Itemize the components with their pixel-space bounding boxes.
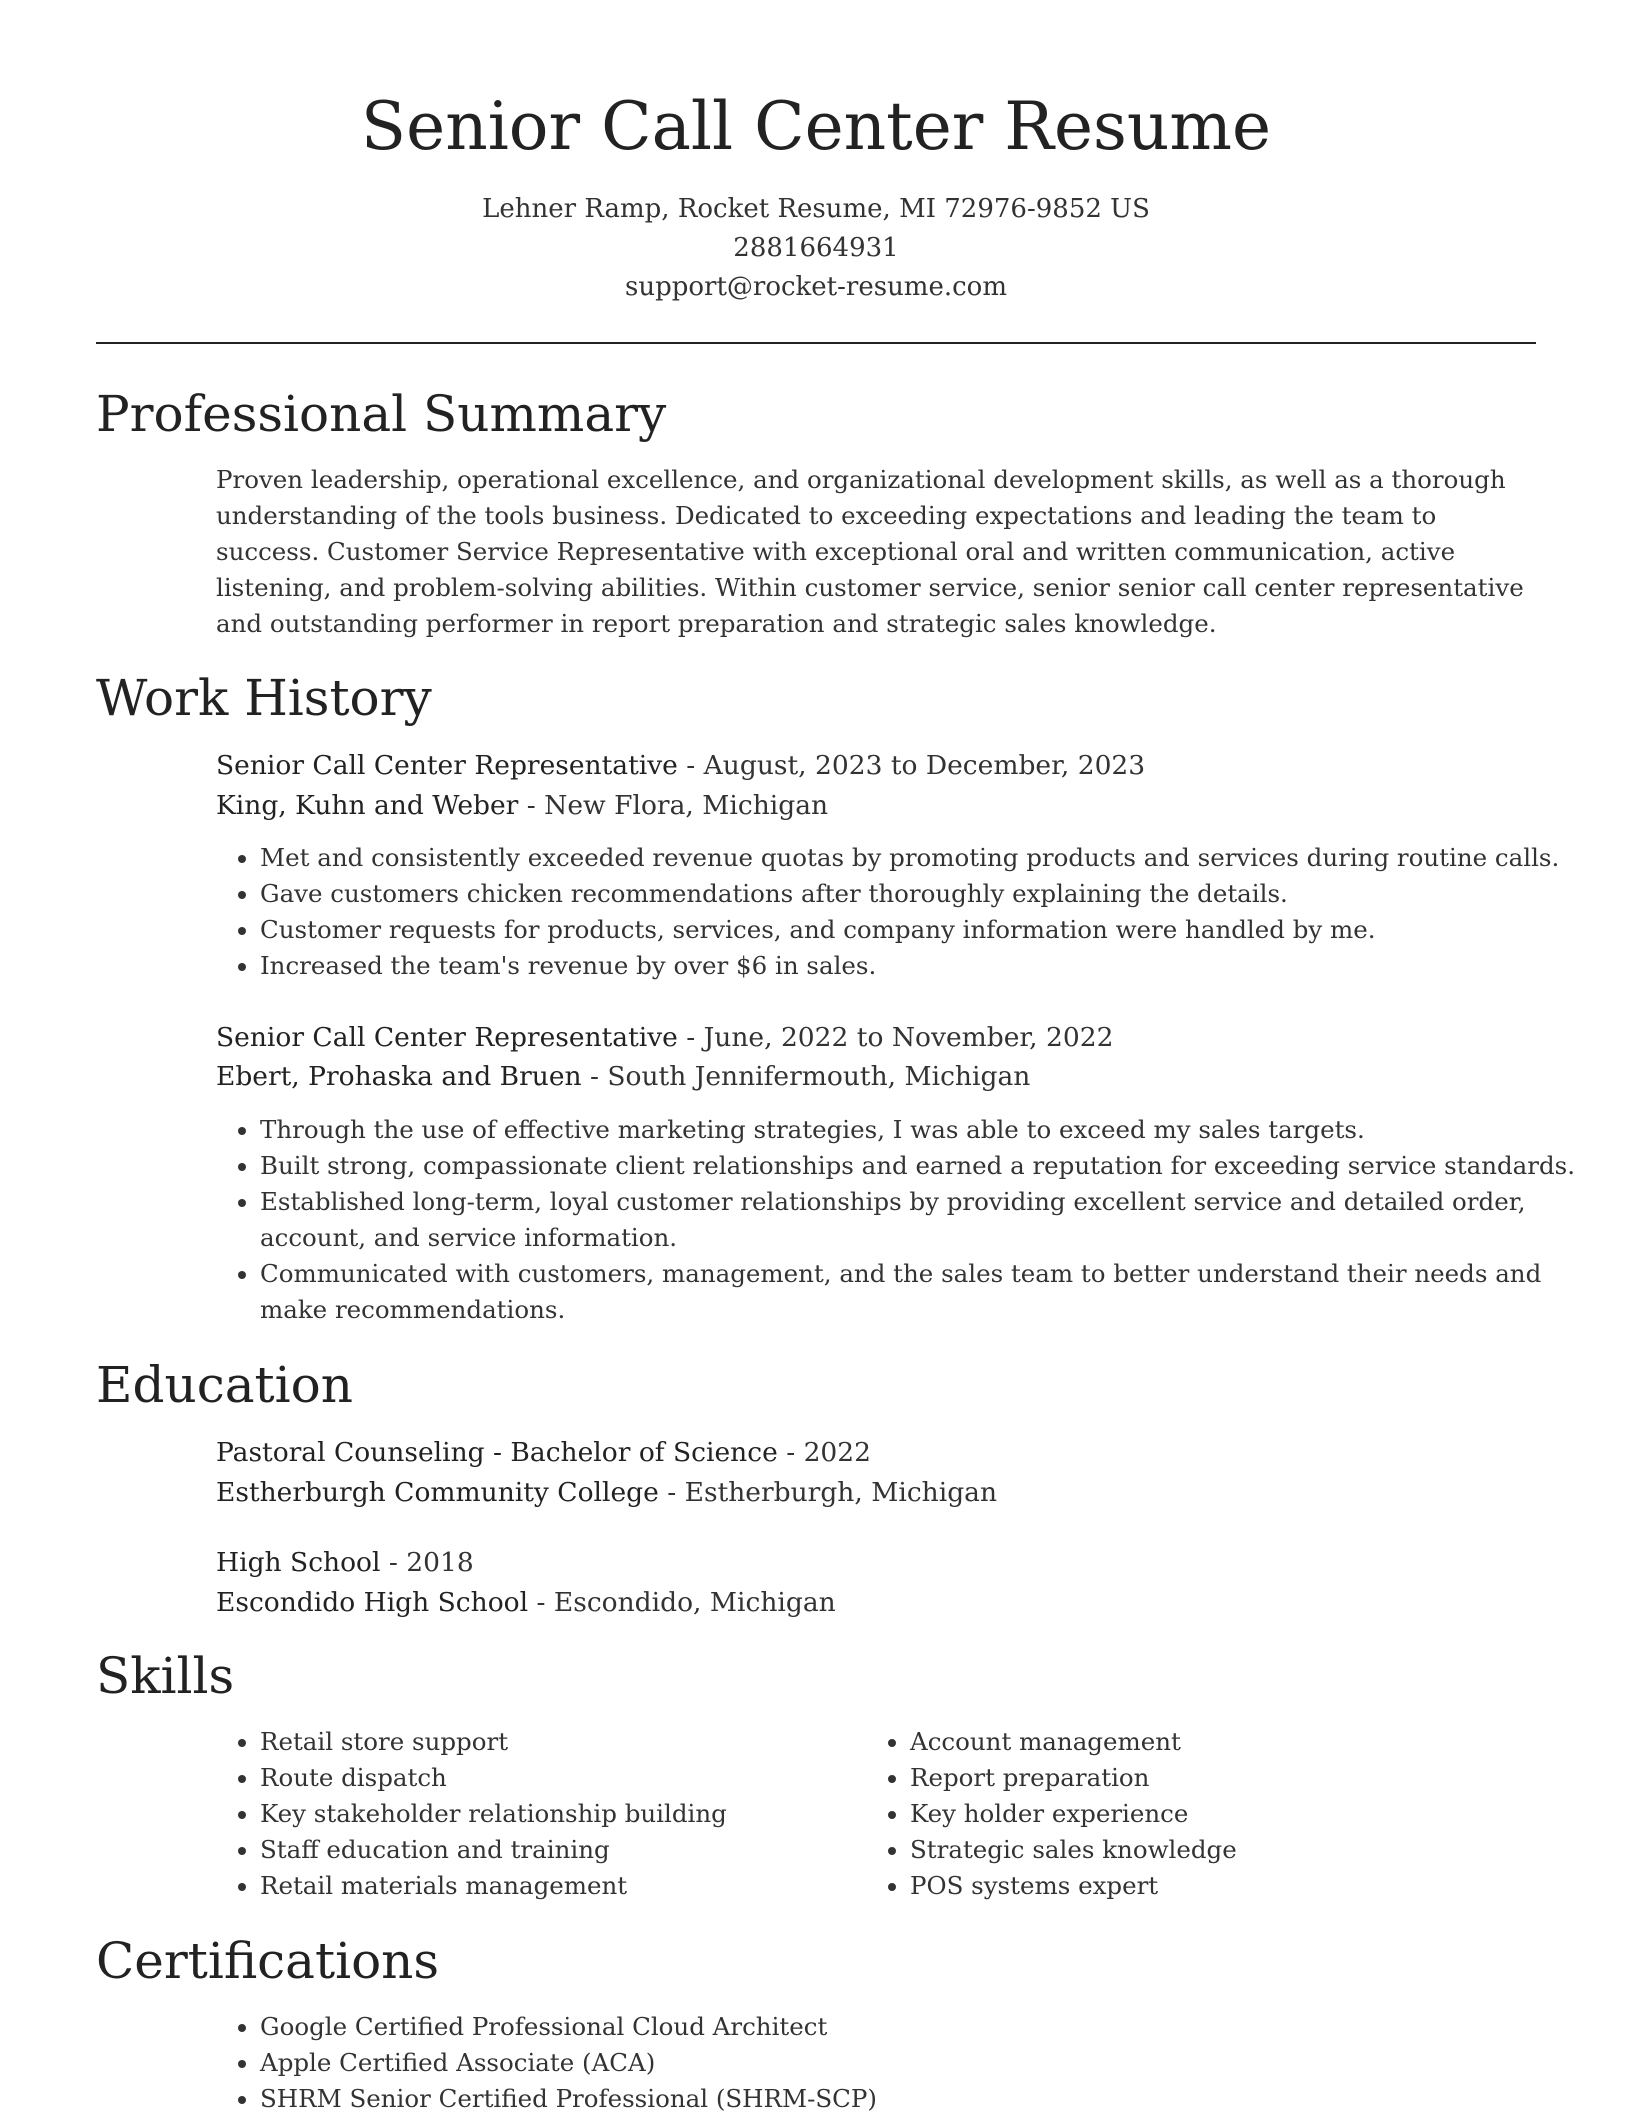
job-bullets: [216, 840, 1559, 984]
summary-text: Proven leadership, operational excellence, and organizational development skills, as well as a thorough understanding of the tools business. Dedicated to exceeding expectations and leading the team to success. Customer Service Representative with exceptional oral and written communication, active listening, and problem-solving abilities. Within customer service, senior senior call center representative and outstanding performer in report preparation and strategic sales knowledge.: [216, 465, 1524, 638]
job-title: Senior Call Center Representative: [216, 1022, 678, 1053]
job-title-line: [216, 1018, 1113, 1058]
education-degree-line: [216, 1543, 474, 1583]
list-item: • Built strong, compassionate client relationships and earned a reputation for exceeding service standards.: [260, 1148, 1560, 1184]
job-dates: - June, 2022 to November, 2022: [677, 1022, 1114, 1053]
education-degree: Pastoral Counseling - Bachelor of Science: [216, 1437, 778, 1468]
skill-item: • Retail store support: [260, 1724, 727, 1760]
skill-item: • Report preparation: [910, 1760, 1237, 1796]
education-degree-line: [216, 1433, 871, 1473]
certification-item: • Apple Certified Associate (ACA): [260, 2045, 877, 2081]
skill-item: • POS systems expert: [910, 1868, 1237, 1904]
email: support@rocket-resume.com: [624, 272, 1007, 302]
certifications-list: [216, 2009, 877, 2117]
education-school-line: [216, 1473, 997, 1513]
skills-list-left: [216, 1724, 727, 1904]
skill-item: • Strategic sales knowledge: [910, 1832, 1237, 1868]
certification-item: • SHRM Senior Certified Professional (SHRM-SCP): [260, 2081, 877, 2117]
skill-item: • Key holder experience: [910, 1796, 1237, 1832]
list-item: • Established long-term, loyal customer relationships by providing excellent service and detailed order, account, and service information.: [260, 1184, 1560, 1256]
education-school: Escondido High School: [216, 1587, 529, 1618]
job-company: Ebert, Prohaska and Bruen: [216, 1061, 582, 1092]
work-history-heading: Work History: [96, 669, 432, 727]
contact-info: [0, 190, 1632, 307]
skill-item: • Staff education and training: [260, 1832, 727, 1868]
job-bullets: [216, 1112, 1576, 1328]
education-school-line: [216, 1583, 836, 1623]
skill-item: • Route dispatch: [260, 1760, 727, 1796]
certifications-heading: Certifications: [96, 1932, 440, 1990]
job-location: - South Jennifermouth, Michigan: [581, 1061, 1031, 1092]
phone: 2881664931: [733, 233, 899, 263]
list-item: • Communicated with customers, management, and the sales team to better understand their needs and make recommendations.: [260, 1256, 1560, 1328]
summary-heading: Professional Summary: [96, 385, 667, 443]
job-title-line: [216, 746, 1145, 786]
education-school: Estherburgh Community College: [216, 1477, 659, 1508]
list-item: • Met and consistently exceeded revenue quotas by promoting products and services during routine calls.: [260, 840, 1559, 876]
resume-title: Senior Call Center Resume: [360, 88, 1272, 165]
education-degree: High School: [216, 1547, 381, 1578]
skills-heading: Skills: [96, 1647, 235, 1705]
header-divider: [96, 342, 1536, 344]
list-item: • Through the use of effective marketing strategies, I was able to exceed my sales targets.: [260, 1112, 1560, 1148]
list-item: • Customer requests for products, services, and company information were handled by me.: [260, 912, 1559, 948]
job-dates: - August, 2023 to December, 2023: [677, 750, 1146, 781]
skill-item: • Retail materials management: [260, 1868, 727, 1904]
job-title: Senior Call Center Representative: [216, 750, 678, 781]
list-item: • Increased the team's revenue by over $6 in sales.: [260, 948, 1559, 984]
job-company-line: [216, 1057, 1030, 1097]
job-company-line: [216, 786, 828, 826]
certification-item: • Google Certified Professional Cloud Architect: [260, 2009, 877, 2045]
education-year: - 2018: [380, 1547, 474, 1578]
skill-item: • Key stakeholder relationship building: [260, 1796, 727, 1832]
education-heading: Education: [96, 1356, 353, 1414]
education-location: - Escondido, Michigan: [528, 1587, 836, 1618]
job-location: - New Flora, Michigan: [518, 790, 829, 821]
education-year: - 2022: [777, 1437, 872, 1468]
skill-item: • Account management: [910, 1724, 1237, 1760]
address: Lehner Ramp, Rocket Resume, MI 72976-9852 US: [482, 194, 1150, 224]
education-location: - Estherburgh, Michigan: [658, 1477, 998, 1508]
list-item: • Gave customers chicken recommendations after thoroughly explaining the details.: [260, 876, 1559, 912]
job-company: King, Kuhn and Weber: [216, 790, 519, 821]
skills-list-right: [866, 1724, 1237, 1904]
